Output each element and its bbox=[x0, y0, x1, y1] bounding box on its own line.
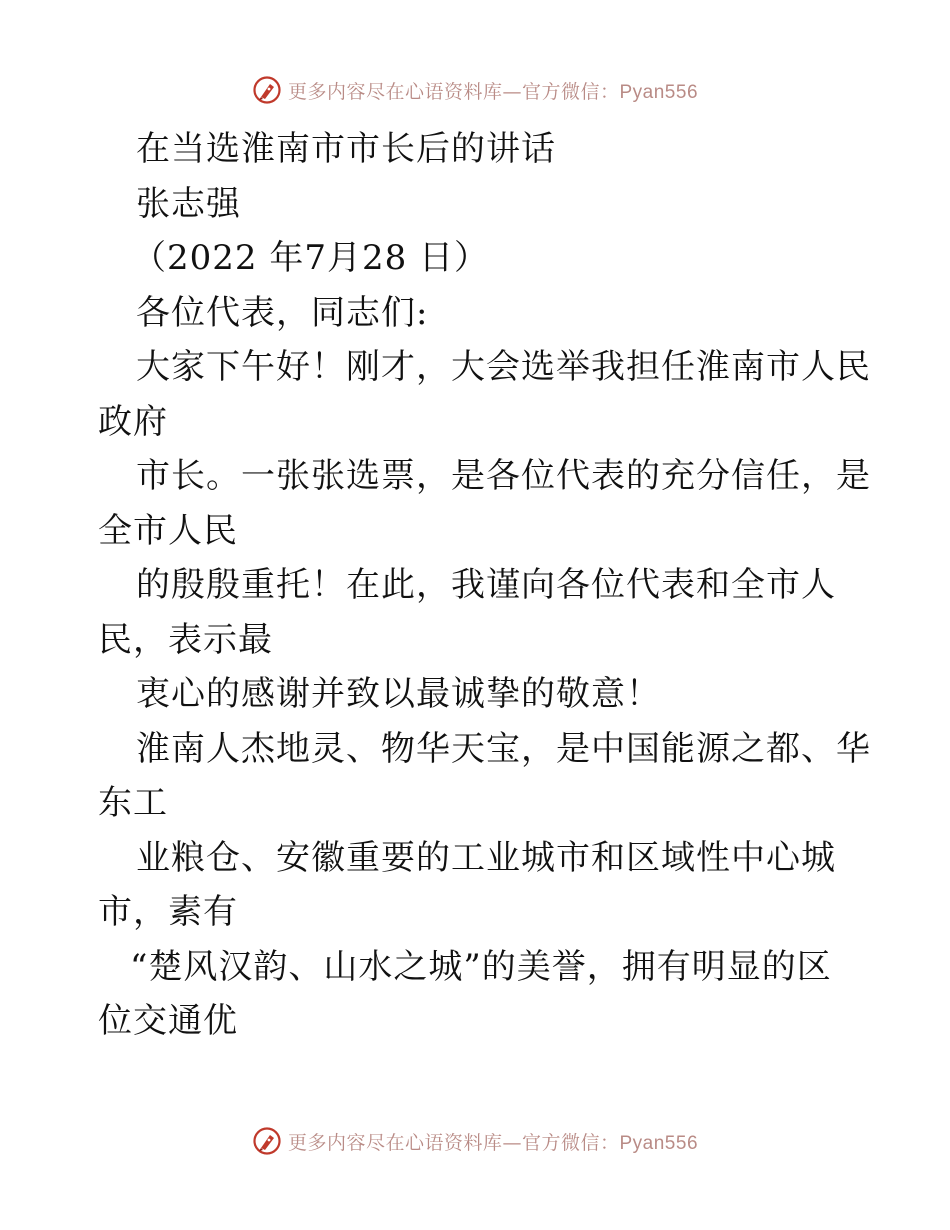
wechat-id: Pyan556 bbox=[619, 81, 699, 103]
paragraph-line: 市长。一张张选票，是各位代表的充分信任，是 bbox=[136, 456, 871, 496]
banner-slogan: 更多内容尽在心语资料库—官方微信： bbox=[287, 80, 620, 103]
wechat-id: Pyan556 bbox=[619, 1132, 699, 1154]
document-title: 在当选淮南市市长后的讲话 bbox=[136, 129, 556, 169]
paragraph-line: 民，表示最 bbox=[98, 619, 273, 660]
banner-text bbox=[288, 1128, 698, 1155]
paragraph-line: 政府 bbox=[98, 401, 168, 442]
footer-banner bbox=[0, 1121, 950, 1161]
paragraph-line: 位交通优 bbox=[98, 1001, 238, 1041]
paragraph-line: 东工 bbox=[98, 783, 168, 823]
paragraph-line: 衷心的感谢并致以最诚挚的敬意！ bbox=[136, 674, 661, 714]
paragraph-line: 大家下午好！刚才，大会选举我担任淮南市人民 bbox=[136, 347, 871, 387]
banner-slogan: 更多内容尽在心语资料库—官方微信： bbox=[287, 1131, 620, 1154]
paragraph-line: 业粮仓、安徽重要的工业城市和区域性中心城 bbox=[136, 837, 836, 878]
document-body bbox=[98, 122, 871, 1049]
document-salutation: 各位代表，同志们: bbox=[136, 292, 429, 333]
document-date: （2022 年7月28 日） bbox=[132, 238, 490, 278]
pen-nib-logo-icon bbox=[252, 75, 282, 105]
paragraph-line: 全市人民 bbox=[98, 510, 238, 551]
paragraph-line: 淮南人杰地灵、物华天宝，是中国能源之都、华 bbox=[136, 728, 871, 769]
paragraph-line: 的殷殷重托！在此，我谨向各位代表和全市人 bbox=[136, 565, 836, 605]
header-banner bbox=[0, 70, 950, 110]
banner-text bbox=[288, 77, 698, 104]
document-author: 张志强 bbox=[136, 183, 241, 224]
paragraph-line: “楚风汉韵、山水之城”的美誉，拥有明显的区 bbox=[130, 946, 832, 987]
paragraph-line: 市，素有 bbox=[98, 892, 238, 932]
pen-nib-logo-icon bbox=[252, 1126, 282, 1156]
